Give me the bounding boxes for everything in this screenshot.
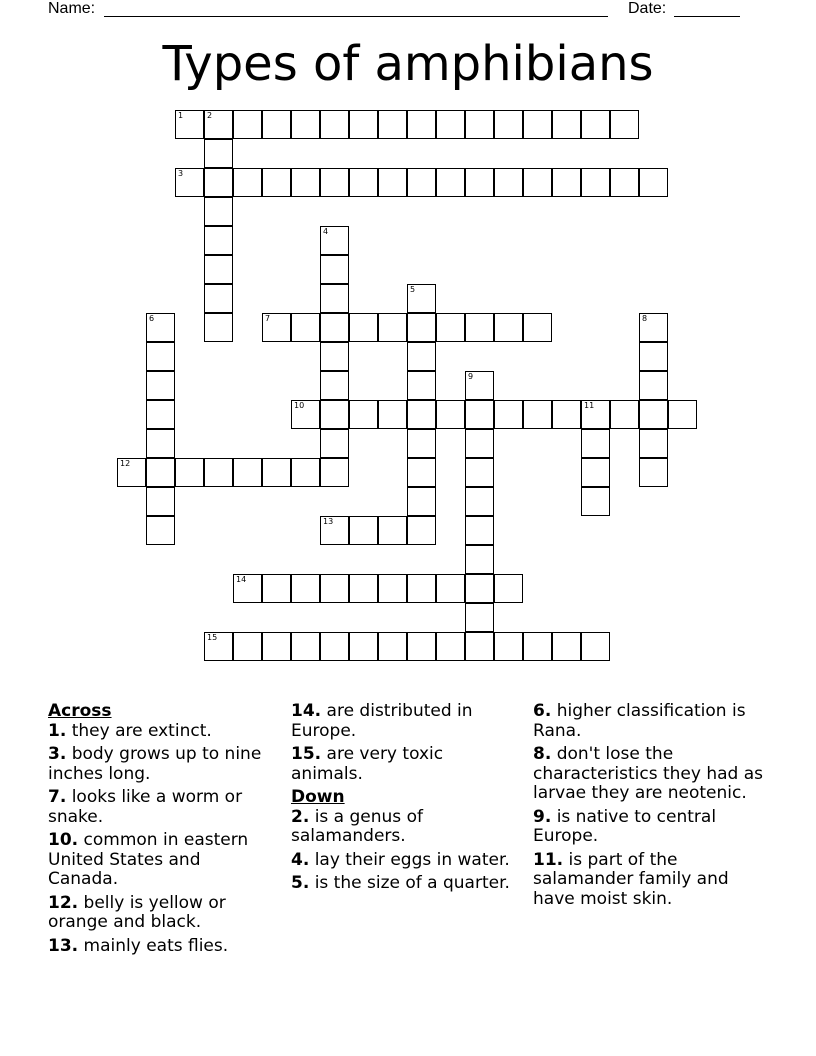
- grid-cell[interactable]: [552, 400, 581, 429]
- grid-cell[interactable]: [407, 574, 436, 603]
- grid-cell[interactable]: [581, 429, 610, 458]
- grid-cell[interactable]: [465, 516, 494, 545]
- grid-cell[interactable]: [175, 110, 204, 139]
- clue-across-12: 12. belly is yellow or orange and black.: [48, 892, 226, 932]
- grid-cell[interactable]: [349, 313, 378, 342]
- clue-down-11: 11. is part of the salamander family and have moist skin.: [533, 849, 729, 909]
- grid-cell[interactable]: [204, 458, 233, 487]
- cell-number: 10: [294, 401, 305, 410]
- grid-cell[interactable]: [581, 458, 610, 487]
- grid-cell[interactable]: [320, 313, 349, 342]
- grid-cell[interactable]: [639, 400, 668, 429]
- date-label: Date:: [628, 0, 667, 17]
- grid-cell[interactable]: [436, 574, 465, 603]
- cell-number: 5: [410, 285, 416, 294]
- grid-cell[interactable]: [233, 110, 262, 139]
- grid-cell[interactable]: [291, 168, 320, 197]
- puzzle-title: Types of amphibians: [162, 36, 654, 92]
- grid-cell[interactable]: [204, 197, 233, 226]
- clues-column-2: [291, 702, 516, 898]
- grid-cell[interactable]: [465, 487, 494, 516]
- grid-cell[interactable]: [320, 574, 349, 603]
- grid-cell[interactable]: [146, 342, 175, 371]
- grid-cell[interactable]: [465, 603, 494, 632]
- grid-cell[interactable]: [349, 168, 378, 197]
- grid-cell[interactable]: [581, 632, 610, 661]
- grid-cell[interactable]: [407, 632, 436, 661]
- grid-cell[interactable]: [378, 168, 407, 197]
- grid-cell[interactable]: [436, 168, 465, 197]
- grid-cell[interactable]: [320, 255, 349, 284]
- grid-cell[interactable]: [291, 632, 320, 661]
- grid-cell[interactable]: [320, 429, 349, 458]
- grid-cell[interactable]: [407, 110, 436, 139]
- grid-cell[interactable]: [639, 168, 668, 197]
- cell-number: 8: [642, 314, 648, 323]
- grid-cell[interactable]: [494, 574, 523, 603]
- grid-cell[interactable]: [436, 313, 465, 342]
- clue-across-7: 7. looks like a worm or snake.: [48, 787, 243, 827]
- grid-cell[interactable]: [320, 284, 349, 313]
- grid-cell[interactable]: [494, 168, 523, 197]
- grid-cell[interactable]: [320, 632, 349, 661]
- grid-cell[interactable]: [465, 574, 494, 603]
- grid-cell[interactable]: [552, 168, 581, 197]
- grid-cell[interactable]: [523, 313, 552, 342]
- grid-cell[interactable]: [581, 110, 610, 139]
- grid-cell[interactable]: [146, 516, 175, 545]
- grid-cell[interactable]: [204, 139, 233, 168]
- grid-cell[interactable]: [494, 110, 523, 139]
- grid-cell[interactable]: [320, 226, 349, 255]
- grid-cell[interactable]: [436, 632, 465, 661]
- grid-cell[interactable]: [407, 168, 436, 197]
- clue-across-1: 1. they are extinct.: [48, 720, 212, 741]
- grid-cell[interactable]: [378, 400, 407, 429]
- grid-cell[interactable]: [610, 110, 639, 139]
- grid-cell[interactable]: [204, 110, 233, 139]
- grid-cell[interactable]: [610, 400, 639, 429]
- grid-cell[interactable]: [465, 545, 494, 574]
- cell-number: 9: [468, 372, 474, 381]
- grid-cell[interactable]: [494, 313, 523, 342]
- cell-number: 1: [178, 111, 184, 120]
- down-heading: Down: [291, 787, 345, 807]
- grid-cell[interactable]: [146, 487, 175, 516]
- grid-cell[interactable]: [407, 400, 436, 429]
- clue-down-4: 4. lay their eggs in water.: [291, 849, 510, 870]
- grid-cell[interactable]: [320, 516, 349, 545]
- grid-cell[interactable]: [349, 400, 378, 429]
- cell-number: 6: [149, 314, 155, 323]
- grid-cell[interactable]: [581, 487, 610, 516]
- clue-across-14: 14. are distributed in Europe.: [291, 701, 473, 741]
- grid-cell[interactable]: [146, 313, 175, 342]
- grid-cell[interactable]: [175, 168, 204, 197]
- name-label: Name:: [48, 0, 96, 17]
- grid-cell[interactable]: [146, 400, 175, 429]
- grid-cell[interactable]: [320, 110, 349, 139]
- grid-cell[interactable]: [523, 632, 552, 661]
- grid-cell[interactable]: [552, 632, 581, 661]
- grid-cell[interactable]: [378, 632, 407, 661]
- cell-number: 4: [323, 227, 329, 236]
- grid-cell[interactable]: [291, 313, 320, 342]
- grid-cell[interactable]: [465, 458, 494, 487]
- grid-cell[interactable]: [639, 429, 668, 458]
- grid-cell[interactable]: [494, 632, 523, 661]
- grid-cell[interactable]: [436, 400, 465, 429]
- clues-column-3: [533, 702, 763, 913]
- grid-cell[interactable]: [407, 429, 436, 458]
- grid-cell[interactable]: [291, 458, 320, 487]
- grid-cell[interactable]: [523, 110, 552, 139]
- grid-cell[interactable]: [146, 371, 175, 400]
- clue-across-10: 10. common in eastern United States and Canada.: [48, 830, 249, 889]
- clue-down-6: 6. higher classification is Rana.: [533, 701, 746, 741]
- clue-down-9: 9. is native to central Europe.: [533, 806, 717, 846]
- clue-across-3: 3. body grows up to nine inches long.: [48, 744, 262, 784]
- grid-cell[interactable]: [407, 284, 436, 313]
- grid-cell[interactable]: [262, 632, 291, 661]
- grid-cell[interactable]: [639, 342, 668, 371]
- clues-column-1: [48, 702, 273, 960]
- grid-cell[interactable]: [523, 168, 552, 197]
- grid-cell[interactable]: [610, 168, 639, 197]
- grid-cell[interactable]: [204, 313, 233, 342]
- grid-cell[interactable]: [349, 516, 378, 545]
- grid-cell[interactable]: [204, 284, 233, 313]
- grid-cell[interactable]: [204, 255, 233, 284]
- cell-number: 12: [120, 459, 131, 468]
- cell-number: 15: [207, 633, 218, 642]
- grid-cell[interactable]: [465, 400, 494, 429]
- grid-cell[interactable]: [233, 632, 262, 661]
- grid-cell[interactable]: [291, 400, 320, 429]
- grid-cell[interactable]: [378, 574, 407, 603]
- grid-cell[interactable]: [291, 110, 320, 139]
- clue-across-15: 15. are very toxic animals.: [291, 744, 444, 784]
- grid-cell[interactable]: [407, 371, 436, 400]
- grid-cell[interactable]: [378, 516, 407, 545]
- grid-cell[interactable]: [204, 226, 233, 255]
- grid-cell[interactable]: [523, 400, 552, 429]
- grid-cell[interactable]: [465, 313, 494, 342]
- grid-cell[interactable]: [320, 342, 349, 371]
- grid-cell[interactable]: [204, 168, 233, 197]
- grid-cell[interactable]: [262, 574, 291, 603]
- grid-cell[interactable]: [465, 371, 494, 400]
- grid-cell[interactable]: [349, 632, 378, 661]
- grid-cell[interactable]: [465, 110, 494, 139]
- grid-cell[interactable]: [668, 400, 697, 429]
- cell-number: 3: [178, 169, 184, 178]
- grid-cell[interactable]: [233, 574, 262, 603]
- across-heading: Across: [48, 701, 112, 721]
- grid-cell[interactable]: [262, 110, 291, 139]
- grid-cell[interactable]: [639, 458, 668, 487]
- grid-cell[interactable]: [320, 400, 349, 429]
- cell-number: 7: [265, 314, 271, 323]
- grid-cell[interactable]: [146, 458, 175, 487]
- grid-cell[interactable]: [349, 574, 378, 603]
- grid-cell[interactable]: [320, 458, 349, 487]
- grid-cell[interactable]: [233, 458, 262, 487]
- grid-cell[interactable]: [262, 313, 291, 342]
- cell-number: 2: [207, 111, 213, 120]
- grid-cell[interactable]: [436, 110, 465, 139]
- grid-cell[interactable]: [407, 313, 436, 342]
- cell-number: 11: [584, 401, 595, 410]
- grid-cell[interactable]: [465, 429, 494, 458]
- grid-cell[interactable]: [581, 168, 610, 197]
- grid-cell[interactable]: [146, 429, 175, 458]
- grid-cell[interactable]: [407, 487, 436, 516]
- grid-cell[interactable]: [407, 342, 436, 371]
- grid-cell[interactable]: [407, 458, 436, 487]
- grid-cell[interactable]: [349, 110, 378, 139]
- grid-cell[interactable]: [233, 168, 262, 197]
- grid-cell[interactable]: [291, 574, 320, 603]
- grid-cell[interactable]: [581, 400, 610, 429]
- grid-cell[interactable]: [378, 110, 407, 139]
- grid-cell[interactable]: [262, 458, 291, 487]
- grid-cell[interactable]: [262, 168, 291, 197]
- grid-cell[interactable]: [320, 168, 349, 197]
- clue-down-8: 8. don't lose the characteristics they had as larvae they are neotenic.: [533, 744, 764, 803]
- grid-cell[interactable]: [407, 516, 436, 545]
- grid-cell[interactable]: [639, 313, 668, 342]
- clue-down-2: 2. is a genus of salamanders.: [291, 806, 423, 846]
- grid-cell[interactable]: [465, 168, 494, 197]
- clue-down-5: 5. is the size of a quarter.: [291, 873, 510, 893]
- grid-cell[interactable]: [320, 371, 349, 400]
- grid-cell[interactable]: [639, 371, 668, 400]
- grid-cell[interactable]: [465, 632, 494, 661]
- clue-across-13: 13. mainly eats flies.: [48, 935, 229, 956]
- grid-cell[interactable]: [552, 110, 581, 139]
- grid-cell[interactable]: [378, 313, 407, 342]
- cell-number: 14: [236, 575, 247, 584]
- grid-cell[interactable]: [494, 400, 523, 429]
- grid-cell[interactable]: [204, 632, 233, 661]
- cell-number: 13: [323, 517, 334, 526]
- grid-cell[interactable]: [117, 458, 146, 487]
- grid-cell[interactable]: [175, 458, 204, 487]
